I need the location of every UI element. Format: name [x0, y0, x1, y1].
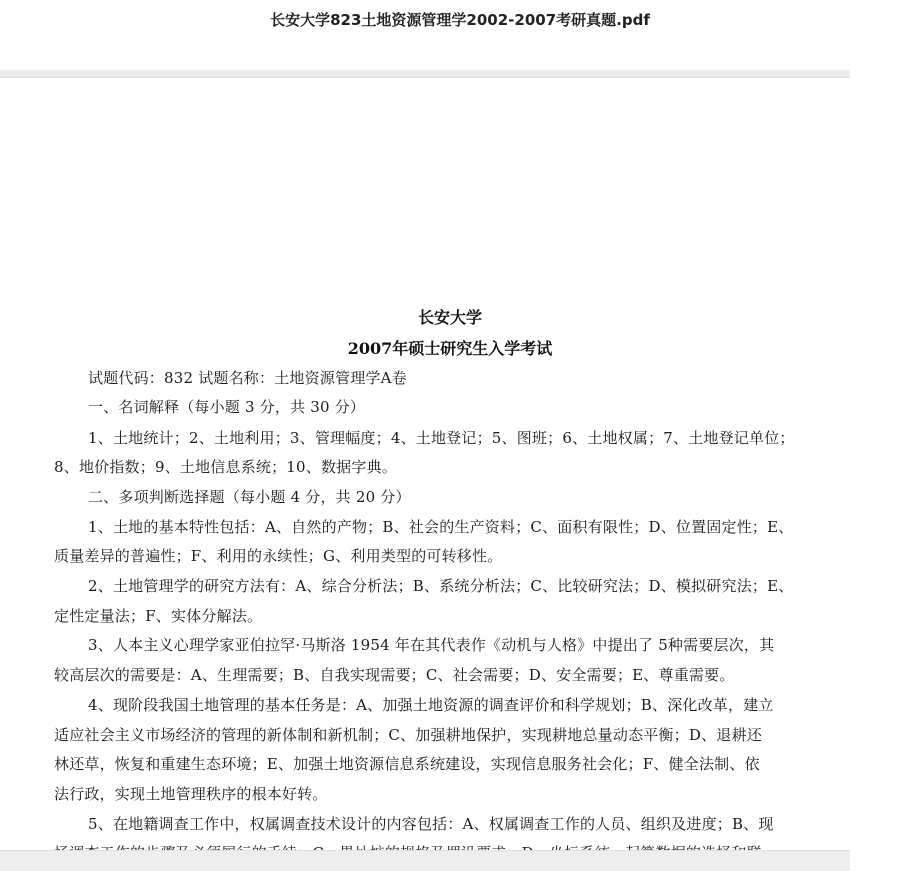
- exam-code-line: 试题代码：832 试题名称：土地资源管理学A卷: [88, 369, 407, 387]
- question-line: 质量差异的普遍性；F、利用的永续性；G、利用类型的可转移性。: [54, 547, 503, 565]
- question-line: 林还草，恢复和重建生态环境；E、加强土地资源信息系统建设，实现信息服务社会化；F、健全法制、依: [54, 755, 760, 773]
- question-line: 2、土地管理学的研究方法有：A、综合分析法；B、系统分析法；C、比较研究法；D、模拟研究法；E、: [88, 577, 794, 595]
- question-line: 1、土地统计；2、土地利用；3、管理幅度；4、土地登记；5、图班；6、土地权属；7、土地登记单位；: [88, 429, 795, 447]
- question-line: 4、现阶段我国土地管理的基本任务是：A、加强土地资源的调查评价和科学规划；B、深化改革，建立: [88, 696, 774, 714]
- exam-heading: 2007年硕士研究生入学考试: [347, 339, 553, 358]
- question-line: 1、土地的基本特性包括：A、自然的产物；B、社会的生产资料；C、面积有限性；D、位置固定性；E、: [88, 518, 794, 536]
- document-title: 长安大学823土地资源管理学2002-2007考研真题.pdf: [270, 11, 650, 29]
- section-heading: 一、名词解释（每小题 3 分，共 30 分）: [88, 398, 366, 416]
- question-line: 法行政，实现土地管理秩序的根本好转。: [54, 785, 328, 803]
- section-heading: 二、多项判断选择题（每小题 4 分，共 20 分）: [88, 488, 411, 506]
- question-line: 3、人本主义心理学家亚伯拉罕·马斯洛 1954 年在其代表作《动机与人格》中提出了 5种需要层次，其: [88, 636, 775, 654]
- question-line: 8、地价指数；9、土地信息系统；10、数据字典。: [54, 458, 397, 476]
- university-heading: 长安大学: [417, 308, 482, 327]
- viewer-divider: [0, 70, 850, 78]
- document-title-bar: [0, 0, 850, 70]
- question-line: 5、在地籍调查工作中，权属调查技术设计的内容包括：A、权属调查工作的人员、组织及进度；B、现: [88, 815, 774, 833]
- viewer-bottom-bar: [0, 850, 850, 871]
- question-line: 适应社会主义市场经济的管理的新体制和新机制；C、加强耕地保护，实现耕地总量动态平衡；D、退耕还: [54, 726, 762, 744]
- question-line: 较高层次的需要是：A、生理需要；B、自我实现需要；C、社会需要；D、安全需要；E、尊重需要。: [54, 666, 735, 684]
- pdf-page[interactable]: [0, 78, 850, 850]
- question-line: 定性定量法；F、实体分解法。: [54, 607, 263, 625]
